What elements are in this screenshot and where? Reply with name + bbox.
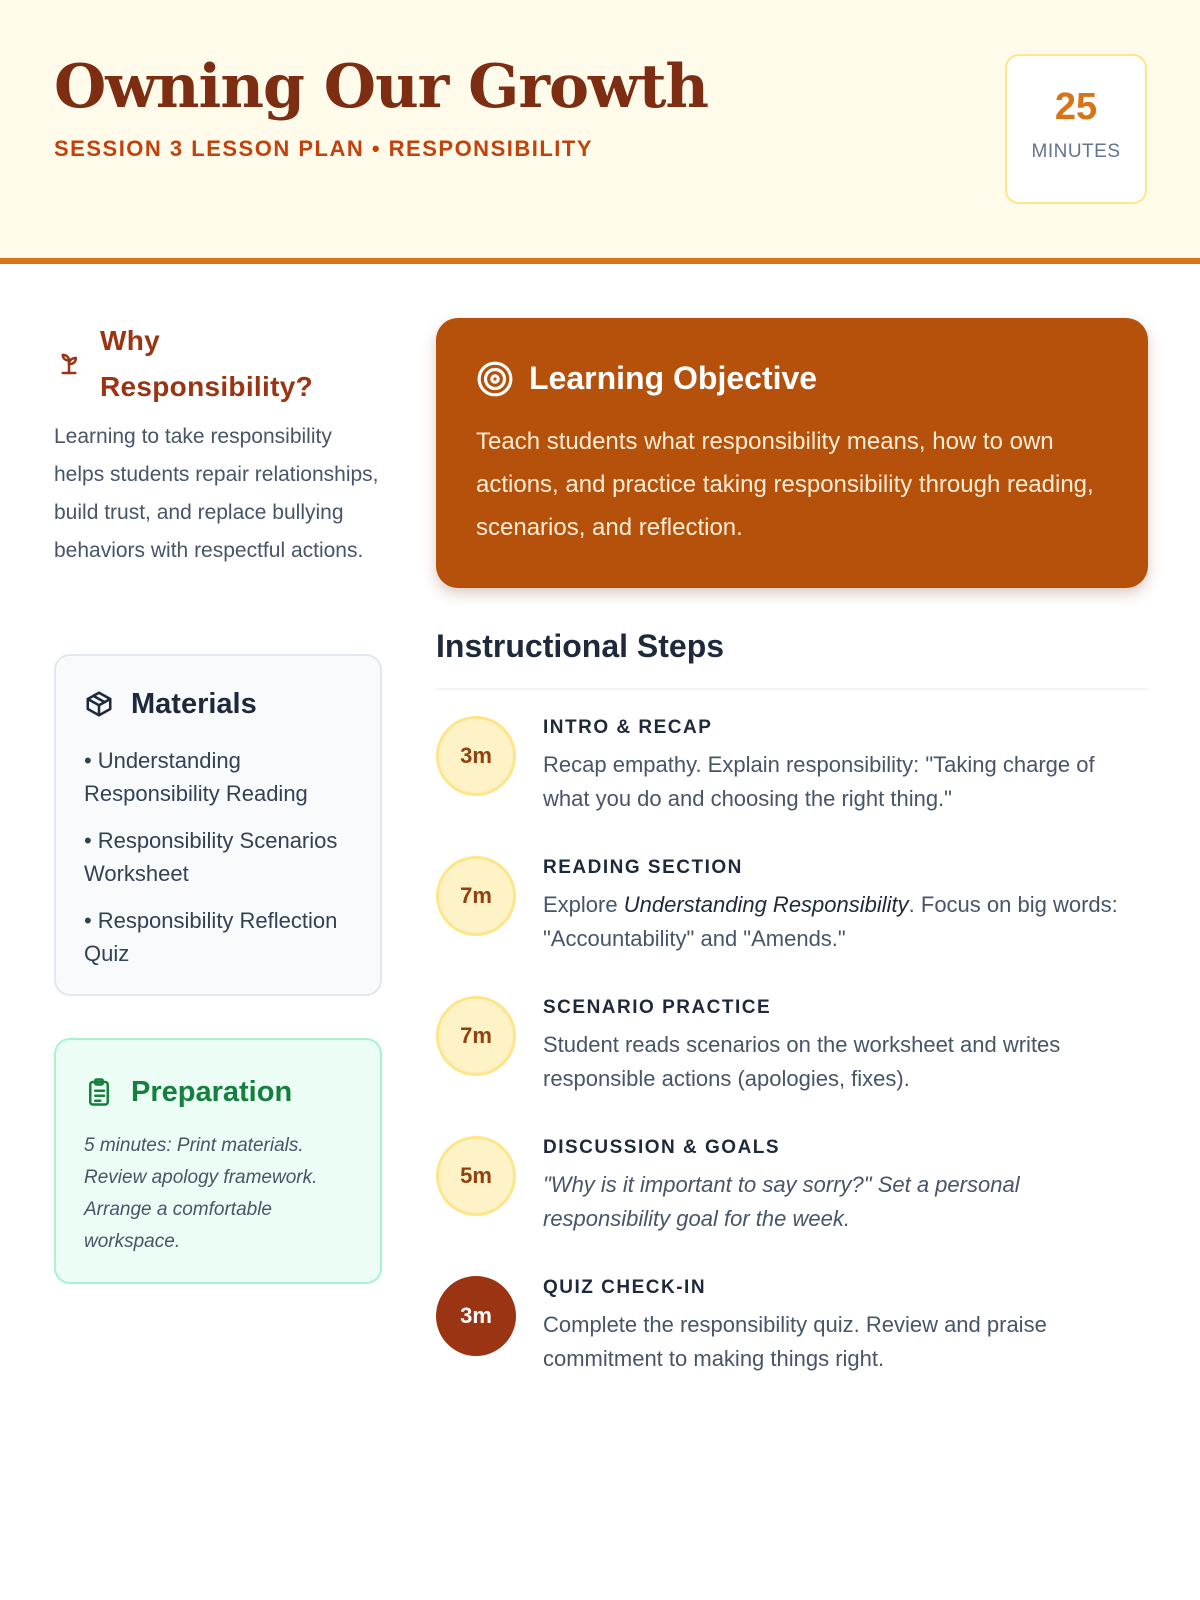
why-header bbox=[54, 318, 384, 410]
step-duration-badge: 7m bbox=[436, 996, 516, 1076]
step-item bbox=[436, 1136, 1148, 1276]
why-section bbox=[54, 318, 384, 570]
step-duration-badge: 5m bbox=[436, 1136, 516, 1216]
sprout-icon bbox=[54, 348, 84, 378]
why-text: Learning to take responsibility helps students repair relationships, build trust, and replace bullying behaviors with respectful actions. bbox=[54, 425, 379, 562]
materials-header bbox=[84, 686, 354, 722]
why-title: Why Responsibility? bbox=[100, 325, 313, 402]
step-duration-badge: 7m bbox=[436, 856, 516, 936]
step-duration-badge: 3m bbox=[436, 716, 516, 796]
materials-list bbox=[84, 744, 354, 970]
page-subtitle: SESSION 3 LESSON PLAN • RESPONSIBILITY bbox=[54, 136, 594, 161]
preparation-title: Preparation bbox=[131, 1076, 293, 1108]
page-title: Owning Our Growth bbox=[54, 52, 709, 122]
duration-card bbox=[1005, 54, 1147, 204]
step-description: Complete the responsibility quiz. Review and praise commitment to making things right. bbox=[543, 1312, 1047, 1371]
materials-card bbox=[54, 654, 382, 996]
step-label: READING SECTION bbox=[543, 857, 743, 878]
preparation-card bbox=[54, 1038, 382, 1284]
material-item: • Responsibility Scenarios Worksheet bbox=[84, 824, 354, 890]
step-label: QUIZ CHECK-IN bbox=[543, 1277, 707, 1298]
material-item: • Understanding Responsibility Reading bbox=[84, 744, 354, 810]
materials-title: Materials bbox=[131, 688, 257, 720]
step-item bbox=[436, 716, 1148, 856]
step-label: DISCUSSION & GOALS bbox=[543, 1137, 781, 1158]
objective-header bbox=[476, 358, 1108, 398]
step-label: SCENARIO PRACTICE bbox=[543, 997, 772, 1018]
clipboard-icon bbox=[84, 1077, 114, 1107]
step-item bbox=[436, 856, 1148, 996]
step-item bbox=[436, 1276, 1148, 1416]
step-description: Recap empathy. Explain responsibility: "Taking charge of what you do and choosing the right thing." bbox=[543, 752, 1095, 811]
objective-title: Learning Objective bbox=[529, 360, 818, 396]
duration-unit: MINUTES bbox=[1031, 141, 1121, 162]
step-duration-badge: 3m bbox=[436, 1276, 516, 1356]
step-item bbox=[436, 996, 1148, 1136]
learning-objective-card bbox=[436, 318, 1148, 588]
preparation-header bbox=[84, 1074, 354, 1110]
step-description: "Why is it important to say sorry?" Set a personal responsibility goal for the week. bbox=[543, 1172, 1020, 1231]
reading-title: Understanding Responsibility bbox=[623, 892, 909, 917]
header bbox=[0, 0, 1200, 264]
steps-list bbox=[436, 716, 1148, 1416]
material-item: • Responsibility Reflection Quiz bbox=[84, 904, 354, 970]
step-description: Student reads scenarios on the worksheet and writes responsible actions (apologies, fixes). bbox=[543, 1032, 1061, 1091]
duration-value: 25 bbox=[1054, 86, 1098, 128]
steps-title: Instructional Steps bbox=[436, 628, 1148, 690]
step-description: Explore Understanding Responsibility. Focus on big words: "Accountability" and "Amends." bbox=[543, 892, 1118, 951]
objective-text: Teach students what responsibility means, how to own actions, and practice taking responsibility through reading, scenarios, and reflection. bbox=[476, 428, 1094, 541]
package-icon bbox=[84, 689, 114, 719]
preparation-text: 5 minutes: Print materials. Review apology framework. Arrange a comfortable workspace. bbox=[84, 1135, 318, 1252]
target-icon bbox=[476, 360, 514, 398]
step-label: INTRO & RECAP bbox=[543, 717, 713, 738]
